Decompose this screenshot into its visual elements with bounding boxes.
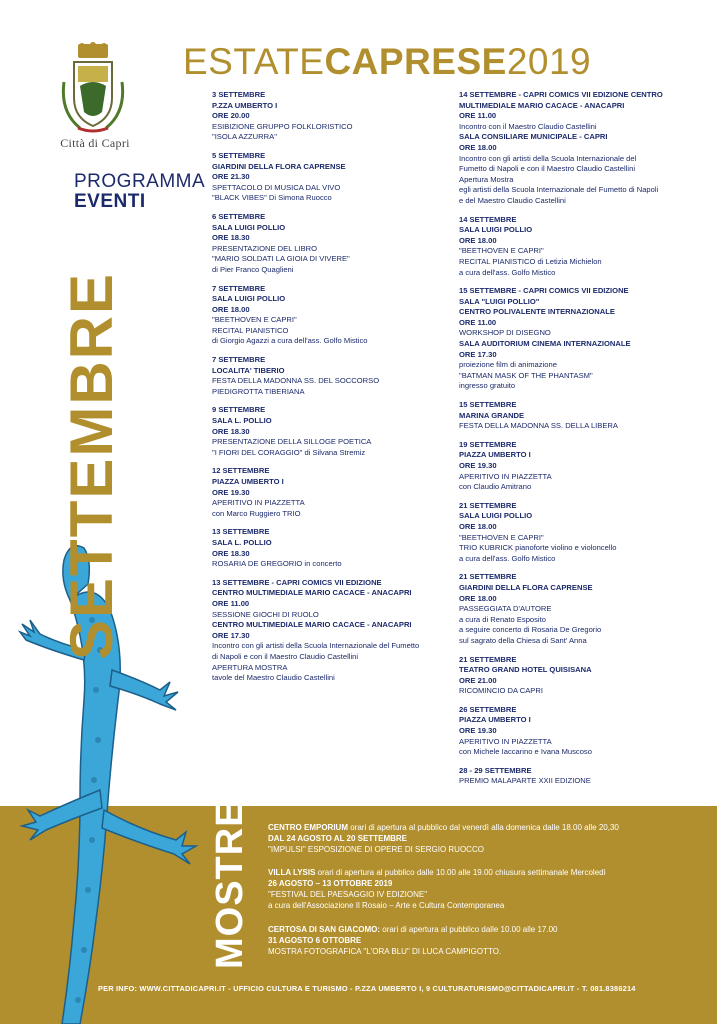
event-heading-line: 15 SETTEMBRE — [459, 400, 517, 410]
event-heading-line: SALA LUIGI POLLIO — [212, 222, 286, 232]
footer-info: PER INFO: WWW.CITTADICAPRI.IT - UFFICIO CULTURA E TURISMO - P.ZZA UMBERTO I, 9 CULTURATURISMO@CITTADICAPRI.IT - T. 081.8386214 — [98, 984, 636, 993]
event-heading-line: ORE 21.00 — [459, 675, 497, 685]
event-heading-line: ORE 17.30 — [459, 349, 497, 359]
event-heading-line: ORE 19.30 — [459, 461, 497, 470]
event-heading-line: LOCALITA' TIBERIO — [212, 365, 285, 375]
exhibition-line: "IMPULSI" ESPOSIZIONE DI OPERE DI SERGIO RUOCCO — [268, 845, 484, 854]
title-part-2: CAPRESE — [324, 41, 507, 82]
event-heading-line: 21 SETTEMBRE — [459, 572, 517, 582]
event-heading-line: 12 SETTEMBRE — [212, 466, 270, 476]
program-label: PROGRAMMA — [74, 171, 206, 192]
event-detail-line: Incontro con gli artisti della Scuola Internazionale del Fumetto — [212, 641, 420, 651]
event-detail-line: WORKSHOP DI DISEGNO — [459, 328, 551, 338]
event-detail-line: "BEETHOVEN E CAPRI" — [459, 246, 544, 256]
event-heading-line: 15 SETTEMBRE - CAPRI COMICS VII EDIZIONE — [459, 286, 629, 296]
event-detail-line: Incontro con gli artisti della Scuola Internazionale del — [459, 153, 637, 163]
event-heading-line: 5 SETTEMBRE — [212, 150, 266, 160]
event-detail-line: "I FIORI DEL CORAGGIO" di Silvana Stremiz — [212, 447, 366, 457]
event-detail-line: ESIBIZIONE GRUPPO FOLKLORISTICO — [212, 121, 353, 131]
event-heading-line: PIAZZA UMBERTO I — [212, 477, 284, 486]
event-detail-line: TRIO KUBRICK pianoforte violino e violoncello — [459, 543, 617, 553]
event-detail-line: con Claudio Amitrano — [459, 482, 532, 492]
exhibition-item — [268, 822, 708, 855]
event-detail-line: PRESENTAZIONE DELLA SILLOGE POETICA — [212, 437, 372, 447]
event-heading-line: 6 SETTEMBRE — [212, 211, 266, 221]
event-entry — [212, 212, 452, 276]
event-detail-line: "BATMAN MASK OF THE PHANTASM" — [459, 370, 593, 380]
event-heading-line: SALA LUIGI POLLIO — [212, 294, 286, 304]
page-title — [183, 42, 591, 82]
exhibition-line: DAL 24 AGOSTO AL 20 SETTEMBRE — [268, 834, 407, 843]
event-heading-line: ORE 17.30 — [212, 630, 250, 640]
exhibition-item — [268, 924, 708, 957]
events-column-right — [459, 90, 709, 795]
event-detail-line: Apertura Mostra — [459, 174, 514, 184]
event-entry — [212, 151, 452, 204]
event-detail-line: SPETTACOLO DI MUSICA DAL VIVO — [212, 182, 341, 192]
event-heading-line: SALA LUIGI POLLIO — [459, 511, 533, 521]
event-heading-line: ORE 20.00 — [212, 111, 250, 121]
event-detail-line: con Marco Ruggiero TRIO — [212, 508, 301, 518]
event-heading-line: PIAZZA UMBERTO I — [459, 450, 531, 460]
exhibitions-title: MOSTRE — [209, 800, 251, 969]
event-heading-line: ORE 19.30 — [212, 487, 250, 497]
event-entry — [459, 766, 709, 787]
event-detail-line: tavole del Maestro Claudio Castellini — [212, 673, 335, 683]
exhibition-line: VILLA LYSIS orari di apertura al pubblico dalle 10.00 alle 19.00 chiusura settimanale Mercoledì — [268, 868, 606, 877]
event-heading-line: ORE 18.00 — [459, 593, 497, 603]
event-heading-line: ORE 18.00 — [459, 521, 497, 531]
event-detail-line: di Pier Franco Quaglieni — [212, 264, 294, 274]
event-detail-line: "BLACK VIBES" Di Simona Ruocco — [212, 193, 332, 203]
event-heading-line: 14 SETTEMBRE — [459, 214, 517, 224]
event-detail-line: egli artisti della Scuola Internazionale del Fumetto di Napoli — [459, 185, 659, 195]
event-detail-line: APERITIVO IN PIAZZETTA — [212, 498, 305, 508]
event-entry — [212, 90, 452, 143]
event-entry — [212, 527, 452, 569]
event-detail-line: "BEETHOVEN E CAPRI" — [459, 532, 544, 542]
event-heading-line: SALA CONSILIARE MUNICIPALE - CAPRI — [459, 132, 608, 142]
event-detail-line: PIEDIGROTTA TIBERIANA — [212, 386, 305, 396]
event-heading-line: MARINA GRANDE — [459, 410, 525, 420]
event-heading-line: ORE 18.00 — [459, 142, 497, 152]
event-entry — [212, 355, 452, 397]
event-heading-line: 9 SETTEMBRE — [212, 405, 266, 415]
event-entry — [459, 400, 709, 432]
event-detail-line: RECITAL PIANISTICO — [212, 325, 289, 335]
event-heading-line: ORE 11.00 — [459, 317, 497, 327]
event-detail-line: a seguire concerto di Rosaria De Gregorio — [459, 625, 602, 635]
event-heading-line: 28 - 29 SETTEMBRE — [459, 765, 532, 775]
event-detail-line: PASSEGGIATA D'AUTORE — [459, 604, 552, 614]
event-detail-line: APERITIVO IN PIAZZETTA — [459, 471, 552, 481]
event-detail-line: PREMIO MALAPARTE XXII EDIZIONE — [459, 776, 591, 786]
events-label: EVENTI — [74, 191, 146, 212]
event-entry — [212, 466, 452, 519]
event-entry — [459, 286, 709, 392]
event-entry — [459, 215, 709, 279]
event-heading-line: SALA "LUIGI POLLIO" — [459, 296, 540, 306]
event-detail-line: FESTA DELLA MADONNA SS. DELLA LIBERA — [459, 421, 618, 431]
event-entry — [459, 440, 709, 493]
event-detail-line: "ISOLA AZZURRA" — [212, 132, 277, 142]
event-heading-line: GIARDINI DELLA FLORA CAPRENSE — [212, 161, 346, 171]
exhibition-line: "FESTIVAL DEL PAESAGGIO IV EDIZIONE" — [268, 890, 428, 899]
event-entry — [459, 501, 709, 565]
event-detail-line: a cura dell'ass. Golfo Mistico — [459, 553, 556, 563]
event-detail-line: e del Maestro Claudio Castellini — [459, 195, 566, 205]
events-column-left — [212, 90, 452, 692]
event-heading-line: TEATRO GRAND HOTEL QUISISANA — [459, 665, 592, 675]
event-heading-line: ORE 11.00 — [459, 111, 497, 121]
event-detail-line: ingresso gratuito — [459, 381, 516, 391]
event-heading-line: ORE 21.30 — [212, 172, 250, 182]
event-detail-line: APERITIVO IN PIAZZETTA — [459, 736, 552, 746]
event-heading-line: ORE 18.30 — [212, 233, 250, 243]
event-heading-line: 26 SETTEMBRE — [459, 704, 517, 714]
event-heading-line: PIAZZA UMBERTO I — [459, 715, 531, 725]
event-heading-line: 3 SETTEMBRE — [212, 90, 266, 99]
event-heading-line: CENTRO MULTIMEDIALE MARIO CACACE - ANACAPRI — [212, 588, 412, 598]
event-heading-line: 7 SETTEMBRE — [212, 283, 266, 293]
event-heading-line: 14 SETTEMBRE - CAPRI COMICS VII EDIZIONE CENTRO — [459, 90, 663, 99]
event-entry — [459, 705, 709, 758]
event-heading-line: ORE 18.30 — [212, 426, 250, 436]
event-detail-line: "MARIO SOLDATI LA GIOIA DI VIVERE" — [212, 254, 350, 264]
event-detail-line: proiezione film di animazione — [459, 360, 557, 370]
event-heading-line: 13 SETTEMBRE — [212, 527, 270, 537]
event-heading-line: 21 SETTEMBRE — [459, 654, 517, 664]
event-heading-line: GIARDINI DELLA FLORA CAPRENSE — [459, 582, 593, 592]
event-detail-line: RICOMINCIO DA CAPRI — [459, 686, 543, 696]
title-part-1: ESTATE — [183, 41, 325, 82]
event-detail-line: di Giorgio Agazzi a cura dell'ass. Golfo Mistico — [212, 336, 368, 346]
event-entry — [459, 655, 709, 697]
event-detail-line: SESSIONE GIOCHI DI RUOLO — [212, 609, 319, 619]
event-entry — [212, 578, 452, 684]
event-heading-line: SALA AUDITORIUM CINEMA INTERNAZIONALE — [459, 339, 631, 349]
event-detail-line: ROSARIA DE GREGORIO in concerto — [212, 559, 342, 569]
crest-icon — [60, 42, 126, 134]
event-heading-line: SALA L. POLLIO — [212, 537, 272, 547]
exhibition-line: MOSTRA FOTOGRAFICA "L'ORA BLU" DI LUCA CAMPIGOTTO. — [268, 947, 502, 956]
event-detail-line: FESTA DELLA MADONNA SS. DEL SOCCORSO — [212, 376, 380, 386]
event-heading-line: 13 SETTEMBRE - CAPRI COMICS VII EDIZIONE — [212, 577, 382, 587]
event-heading-line: MULTIMEDIALE MARIO CACACE - ANACAPRI — [459, 100, 625, 110]
event-entry — [459, 90, 709, 207]
event-heading-line: ORE 19.30 — [459, 726, 497, 736]
exhibition-line: CERTOSA DI SAN GIACOMO: orari di apertura al pubblico dalle 10.00 alle 17.00 — [268, 925, 558, 934]
event-heading-line: 7 SETTEMBRE — [212, 355, 266, 365]
event-detail-line: Fumetto di Napoli e con il Maestro Claudio Castellini — [459, 164, 636, 174]
event-detail-line: sul sagrato della Chiesa di Sant' Anna — [459, 635, 587, 645]
event-detail-line: a cura dell'ass. Golfo Mistico — [459, 267, 556, 277]
exhibition-item — [268, 867, 708, 911]
event-heading-line: SALA L. POLLIO — [212, 416, 272, 426]
city-name: Città di Capri — [60, 136, 130, 150]
event-heading-line: ORE 18.00 — [459, 235, 497, 245]
event-heading-line: CENTRO MULTIMEDIALE MARIO CACACE - ANACAPRI — [212, 620, 412, 630]
event-heading-line: CENTRO POLIVALENTE INTERNAZIONALE — [459, 307, 615, 317]
title-part-3: 2019 — [506, 41, 592, 82]
event-detail-line: Incontro con il Maestro Claudio Castellini — [459, 121, 597, 131]
event-entry — [212, 284, 452, 348]
event-heading-line: ORE 18.30 — [212, 548, 250, 558]
event-detail-line: di Napoli e con il Maestro Claudio Castellini — [212, 651, 359, 661]
event-detail-line: "BEETHOVEN E CAPRI" — [212, 315, 297, 325]
event-detail-line: RECITAL PIANISTICO di Letizia Michielon — [459, 256, 602, 266]
event-heading-line: 19 SETTEMBRE — [459, 439, 517, 449]
exhibition-line: a cura dell'Associazione Il Rosaio – Arte e Cultura Contemporanea — [268, 901, 505, 910]
event-entry — [459, 572, 709, 646]
event-detail-line: a cura di Renato Esposito — [459, 614, 546, 624]
exhibition-line: CENTRO EMPORIUM orari di apertura al pubblico dal venerdì alla domenica dalle 18.00 alle 20,30 — [268, 823, 619, 832]
event-detail-line: con Michele Iaccarino e Ivana Muscoso — [459, 747, 592, 757]
exhibition-line: 26 AGOSTO – 13 OTTOBRE 2019 — [268, 879, 393, 888]
event-detail-line: PRESENTAZIONE DEL LIBRO — [212, 243, 318, 253]
event-heading-line: ORE 11.00 — [212, 598, 250, 608]
event-heading-line: ORE 18.00 — [212, 304, 250, 314]
event-heading-line: P.ZZA UMBERTO I — [212, 100, 278, 110]
exhibition-line: 31 AGOSTO 6 OTTOBRE — [268, 936, 362, 945]
month-title: SETTEMBRE — [58, 271, 125, 660]
event-entry — [212, 405, 452, 458]
event-heading-line: SALA LUIGI POLLIO — [459, 225, 533, 235]
event-detail-line: APERTURA MOSTRA — [212, 662, 288, 672]
event-heading-line: 21 SETTEMBRE — [459, 500, 517, 510]
